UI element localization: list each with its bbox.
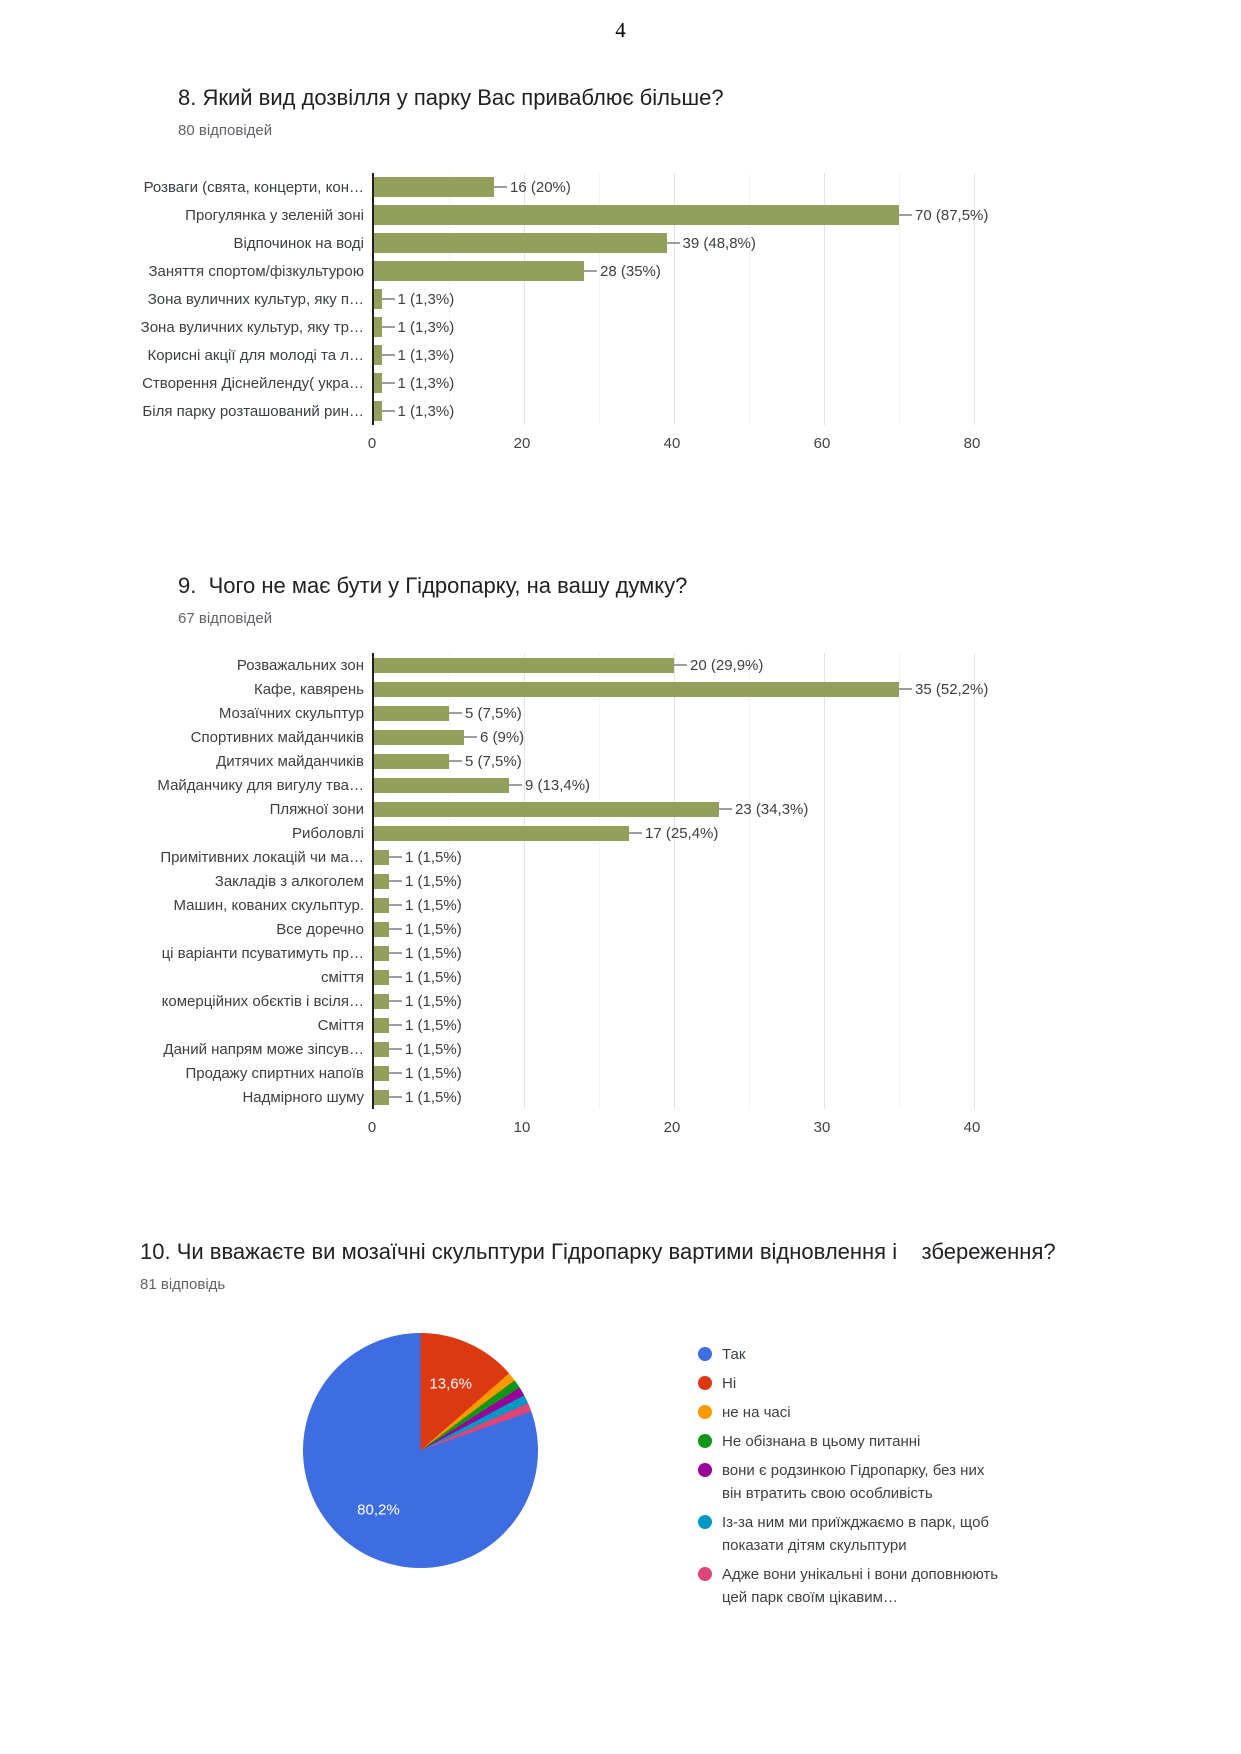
bar <box>374 317 382 337</box>
bar-value-label: 5 (7,5%) <box>449 753 522 770</box>
bar-row <box>140 701 974 725</box>
category-label: Розваги (свята, концерти, кон… <box>143 178 364 196</box>
bar-row <box>140 285 974 313</box>
bar <box>374 706 449 721</box>
legend-label: Із-за ним ми приїжджаємо в парк, щоб показати дітям скульптури <box>722 1514 990 1554</box>
bar-value-label: 1 (1,5%) <box>389 1065 462 1082</box>
question-10-section <box>140 1238 1150 1615</box>
x-axis-tick-label: 40 <box>963 1119 981 1136</box>
bar-value-label: 70 (87,5%) <box>899 207 988 224</box>
pie-wrap <box>303 1333 538 1615</box>
bar-row <box>140 773 974 797</box>
bar-cell <box>374 345 974 365</box>
bar-value-label: 1 (1,3%) <box>382 347 455 364</box>
category-label: ці варіанти псуватимуть пр… <box>161 944 364 962</box>
bar <box>374 826 629 841</box>
bar-cell <box>374 825 974 842</box>
pie-slice-label: 80,2% <box>357 1501 400 1519</box>
bar <box>374 922 389 937</box>
x-axis-tick-label: 30 <box>813 1119 831 1136</box>
category-label: Дитячих майданчиків <box>216 752 364 770</box>
category-label: сміття <box>320 968 364 986</box>
bar <box>374 802 719 817</box>
bar-value-label: 5 (7,5%) <box>449 705 522 722</box>
category-label: Розважальних зон <box>236 656 364 674</box>
category-label: Прогулянка у зеленій зоні <box>185 206 364 224</box>
category-label: Майданчику для вигулу тва… <box>157 776 364 794</box>
bar-cell <box>374 921 974 938</box>
category-label: Корисні акції для молоді та л… <box>147 346 364 364</box>
legend-item <box>698 1401 1008 1424</box>
bar-row <box>140 1037 974 1061</box>
category-label: Спортивних майданчиків <box>190 728 364 746</box>
x-axis <box>367 425 981 459</box>
category-label: Надмірного шуму <box>242 1088 364 1106</box>
bar-row <box>140 821 974 845</box>
bar <box>374 730 464 745</box>
bar-cell <box>374 680 989 698</box>
category-label: Риболовлі <box>292 824 364 842</box>
legend-color-dot <box>698 1463 712 1477</box>
bar-row <box>140 313 974 341</box>
bar-row <box>140 397 974 425</box>
bar-row <box>140 893 974 917</box>
bar-value-label: 20 (29,9%) <box>674 657 763 674</box>
category-label: Закладів з алкоголем <box>214 872 364 890</box>
legend-label: Так <box>722 1346 746 1363</box>
bar-cell <box>374 753 974 770</box>
legend-color-dot <box>698 1376 712 1390</box>
legend-color-dot <box>698 1567 712 1581</box>
bar-cell <box>374 849 974 866</box>
bar-value-label: 1 (1,3%) <box>382 403 455 420</box>
x-axis-tick-label: 40 <box>663 435 681 452</box>
question-8-section <box>140 84 989 459</box>
legend-item <box>698 1459 1008 1505</box>
category-label: Пляжної зони <box>269 800 364 818</box>
bar-row <box>140 173 974 201</box>
legend-label: Ні <box>722 1375 737 1392</box>
bar-row <box>140 1061 974 1085</box>
question-8-response-count: 80 відповідей <box>178 122 273 139</box>
bar-value-label: 28 (35%) <box>584 263 661 280</box>
category-label: Біля парку розташований рин… <box>142 402 364 420</box>
question-10-response-count: 81 відповідь <box>140 1276 226 1293</box>
bar-cell <box>374 873 974 890</box>
bar <box>374 898 389 913</box>
bar <box>374 1018 389 1033</box>
x-axis-tick-label: 20 <box>513 435 531 452</box>
bar-value-label: 1 (1,5%) <box>389 969 462 986</box>
bar <box>374 754 449 769</box>
x-axis-tick-label: 10 <box>513 1119 531 1136</box>
legend-label: не на часі <box>722 1404 791 1421</box>
bar-cell <box>374 261 974 281</box>
bar <box>374 946 389 961</box>
bar-row <box>140 797 974 821</box>
bar-row <box>140 917 974 941</box>
x-axis-tick-label: 20 <box>663 1119 681 1136</box>
bar-row <box>140 869 974 893</box>
bar <box>374 994 389 1009</box>
bar-value-label: 1 (1,5%) <box>389 1089 462 1106</box>
bar-row <box>140 989 974 1013</box>
plot-area <box>140 653 989 1109</box>
legend-label: Адже вони унікальні і вони доповнюють цей парк своїм цікавим… <box>722 1566 999 1606</box>
category-label: Все доречно <box>276 920 364 938</box>
bar <box>374 850 389 865</box>
bar-row <box>140 1085 974 1109</box>
bar-value-label: 1 (1,5%) <box>389 921 462 938</box>
bar-cell <box>374 205 989 225</box>
bar-cell <box>374 897 974 914</box>
category-label: Заняття спортом/фізкультурою <box>148 262 364 280</box>
bar-value-label: 39 (48,8%) <box>667 235 756 252</box>
bar-value-label: 1 (1,3%) <box>382 375 455 392</box>
legend-item <box>698 1511 1008 1557</box>
pie-chart <box>303 1333 538 1568</box>
x-axis-tick-label: 80 <box>963 435 981 452</box>
question-10-pie-chart-block <box>140 1333 1150 1615</box>
bar-row <box>140 257 974 285</box>
bar <box>374 177 494 197</box>
bar <box>374 1042 389 1057</box>
bar-cell <box>374 1089 974 1106</box>
question-9-bar-chart <box>140 653 989 1143</box>
bar-row <box>140 845 974 869</box>
bar <box>374 205 899 225</box>
question-9-section <box>140 572 989 1143</box>
category-label: Продажу спиртних напоїв <box>185 1064 364 1082</box>
bar-cell <box>374 373 974 393</box>
bar-row <box>140 677 989 701</box>
bar-row <box>140 941 974 965</box>
category-label: Зона вуличних культур, яку п… <box>147 290 364 308</box>
question-8-bar-chart <box>140 173 989 459</box>
bar <box>374 289 382 309</box>
bar-value-label: 9 (13,4%) <box>509 777 590 794</box>
bar-cell <box>374 289 974 309</box>
bar-cell <box>374 401 974 421</box>
pie-legend <box>698 1343 1008 1615</box>
bar-value-label: 1 (1,5%) <box>389 993 462 1010</box>
legend-color-dot <box>698 1347 712 1361</box>
legend-label: вони є родзинкою Гідропарку, без них він втратить свою особливість <box>722 1462 985 1502</box>
pie-slice-label: 13,6% <box>429 1375 472 1393</box>
bar-row <box>140 749 974 773</box>
bar-rows <box>140 653 989 1109</box>
question-9-response-count: 67 відповідей <box>178 610 273 627</box>
category-label: Даний напрям може зіпсув… <box>163 1040 364 1058</box>
bar-cell <box>374 1041 974 1058</box>
legend-item <box>698 1430 1008 1453</box>
gridline <box>974 653 975 1109</box>
bar-row <box>140 341 974 369</box>
bar-value-label: 6 (9%) <box>464 729 524 746</box>
category-label: Мозаїчних скульптур <box>218 704 364 722</box>
bar <box>374 233 667 253</box>
bar-cell <box>374 657 974 674</box>
legend-item <box>698 1372 1008 1395</box>
legend-label: Не обізнана в цьому питанні <box>722 1433 921 1450</box>
bar-value-label: 23 (34,3%) <box>719 801 808 818</box>
category-label: Примітивних локацій чи ма… <box>160 848 364 866</box>
bar-cell <box>374 705 974 722</box>
bar-cell <box>374 317 974 337</box>
bar <box>374 682 899 697</box>
bar-value-label: 1 (1,5%) <box>389 849 462 866</box>
legend-color-dot <box>698 1515 712 1529</box>
bar-row <box>140 201 989 229</box>
bar-cell <box>374 801 974 818</box>
bar-cell <box>374 177 974 197</box>
x-axis <box>367 1109 981 1143</box>
bar-row <box>140 725 974 749</box>
legend-item <box>698 1563 1008 1609</box>
category-label: Відпочинок на воді <box>233 234 364 252</box>
bar-cell <box>374 945 974 962</box>
page-number: 4 <box>615 18 626 42</box>
bar <box>374 373 382 393</box>
bar-value-label: 35 (52,2%) <box>899 681 988 698</box>
bar-cell <box>374 777 974 794</box>
bar <box>374 261 584 281</box>
bar-value-label: 1 (1,5%) <box>389 873 462 890</box>
bar-row <box>140 653 974 677</box>
bar <box>374 874 389 889</box>
question-9-title: 9. Чого не має бути у Гідропарку, на вашу думку? <box>178 573 688 598</box>
bar-value-label: 1 (1,3%) <box>382 291 455 308</box>
legend-color-dot <box>698 1434 712 1448</box>
bar-row <box>140 369 974 397</box>
bar-value-label: 16 (20%) <box>494 179 571 196</box>
bar-cell <box>374 233 974 253</box>
bar-rows <box>140 173 989 425</box>
plot-area <box>140 173 989 425</box>
bar-cell <box>374 1065 974 1082</box>
bar-cell <box>374 993 974 1010</box>
category-label: Сміття <box>317 1016 364 1034</box>
legend-color-dot <box>698 1405 712 1419</box>
bar-value-label: 1 (1,5%) <box>389 945 462 962</box>
bar-value-label: 1 (1,5%) <box>389 1017 462 1034</box>
bar-cell <box>374 1017 974 1034</box>
bar-value-label: 1 (1,5%) <box>389 897 462 914</box>
bar-row <box>140 965 974 989</box>
bar-value-label: 17 (25,4%) <box>629 825 718 842</box>
bar <box>374 345 382 365</box>
x-axis-tick-label: 60 <box>813 435 831 452</box>
x-axis-tick-label: 0 <box>367 1119 377 1136</box>
bar-row <box>140 229 974 257</box>
bar-value-label: 1 (1,5%) <box>389 1041 462 1058</box>
bar-cell <box>374 969 974 986</box>
bar <box>374 401 382 421</box>
bar-row <box>140 1013 974 1037</box>
bar <box>374 970 389 985</box>
category-label: Кафе, кавярень <box>253 680 364 698</box>
x-axis-tick-label: 0 <box>367 435 377 452</box>
question-8-title: 8. Який вид дозвілля у парку Вас приваблює більше? <box>178 85 724 110</box>
bar <box>374 1090 389 1105</box>
question-10-title: 10. Чи вважаєте ви мозаїчні скульптури Гідропарку вартими відновлення і збереження? <box>140 1239 1056 1264</box>
bar-value-label: 1 (1,3%) <box>382 319 455 336</box>
legend-item <box>698 1343 1008 1366</box>
bar <box>374 658 674 673</box>
category-label: Машин, кованих скульптур. <box>173 896 364 914</box>
bar <box>374 778 509 793</box>
bar <box>374 1066 389 1081</box>
category-label: Зона вуличних культур, яку тр… <box>140 318 364 336</box>
category-label: комерційних обєктів і всіля… <box>161 992 364 1010</box>
bar-cell <box>374 729 974 746</box>
category-label: Створення Діснейленду( укра… <box>142 374 364 392</box>
